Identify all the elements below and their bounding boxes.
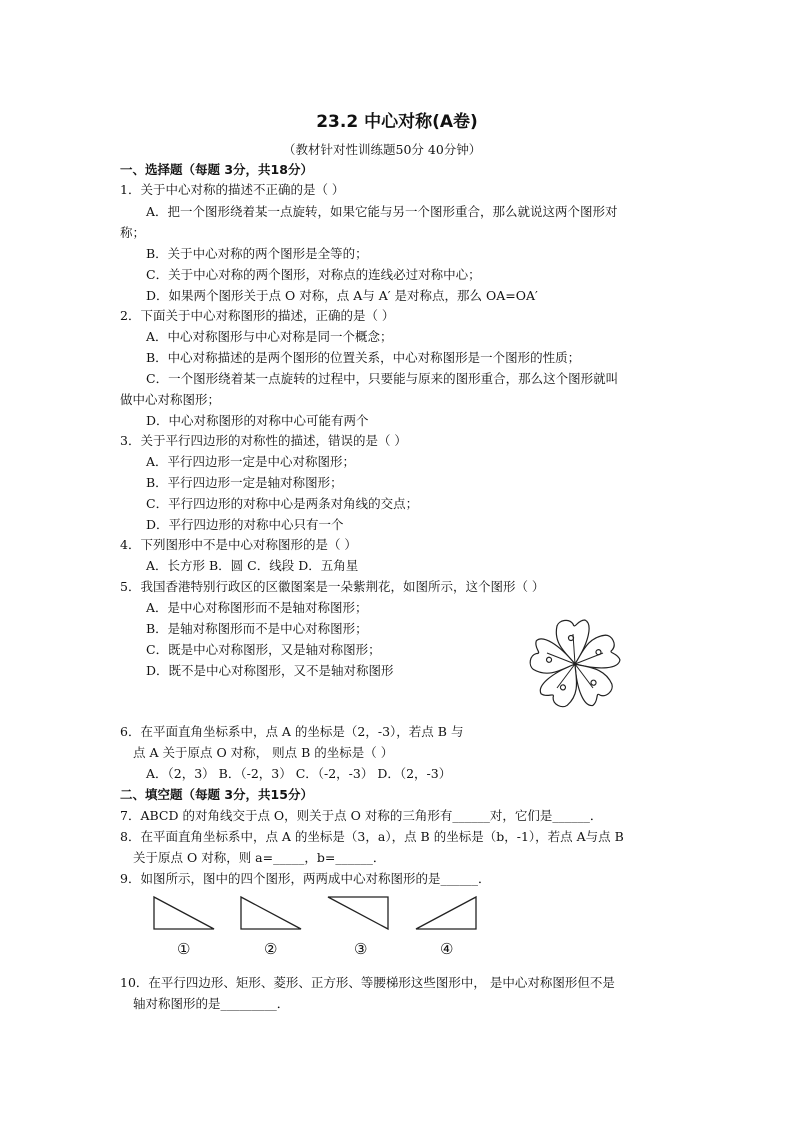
q2-option-b: B．中心对称描述的是两个图形的位置关系，中心对称图形是一个图形的性质； (146, 350, 581, 365)
bauhinia-flower-figure (525, 612, 625, 716)
q2-option-a: A．中心对称图形与中心对称是同一个概念； (146, 329, 393, 344)
q6-options: A．（2，3） B．（-2，3） C．（-2，-3） D．（2，-3） (146, 766, 452, 781)
triangle-label-2: ② (264, 940, 278, 958)
q9: 9．如图所示，图中的四个图形，两两成中心对称图形的是______． (120, 871, 491, 886)
triangle-figure-1 (153, 896, 215, 930)
triangle-figure-2 (240, 896, 302, 930)
triangle-label-1: ① (177, 940, 191, 958)
q6-stem-cont: 点 A 关于原点 O 对称， 则点 B 的坐标是（ ） (133, 745, 394, 760)
q1-option-a-cont: 称； (120, 225, 146, 240)
q1-stem: 1．关于中心对称的描述不正确的是（ ） (120, 182, 345, 197)
q1-option-b: B．关于中心对称的两个图形是全等的； (146, 246, 368, 261)
triangle-label-3: ③ (354, 940, 368, 958)
q10-cont: 轴对称图形的是_________． (133, 996, 290, 1011)
q5-option-d: D．既不是中心对称图形，又不是轴对称图形 (146, 663, 394, 678)
section-heading-fill: 二、填空题（每题 3分，共15分） (120, 787, 313, 802)
q6-stem: 6．在平面直角坐标系中，点 A 的坐标是（2，-3），若点 B 与 (120, 724, 464, 739)
triangle-label-4: ④ (440, 940, 454, 958)
q3-option-b: B．平行四边形一定是轴对称图形； (146, 475, 343, 490)
section-heading-choice: 一、选择题（每题 3分，共18分） (120, 162, 313, 177)
q4-stem: 4．下列图形中不是中心对称图形的是（ ） (120, 537, 357, 552)
q5-option-b: B．是轴对称图形而不是中心对称图形； (146, 621, 368, 636)
q5-option-c: C．既是中心对称图形，又是轴对称图形； (146, 642, 381, 657)
q3-option-d: D．平行四边形的对称中心只有一个 (146, 517, 344, 532)
q2-option-c-cont: 做中心对称图形； (120, 392, 221, 407)
q5-option-a: A．是中心对称图形而不是轴对称图形； (146, 600, 368, 615)
q3-option-c: C．平行四边形的对称中心是两条对角线的交点； (146, 496, 419, 511)
q2-option-d: D．中心对称图形的对称中心可能有两个 (146, 413, 369, 428)
q1-option-a: A．把一个图形绕着某一点旋转，如果它能与另一个图形重合，那么就说这两个图形对 (146, 204, 618, 219)
q3-option-a: A．平行四边形一定是中心对称图形； (146, 454, 356, 469)
q7: 7．ABCD 的对角线交于点 O，则关于点 O 对称的三角形有______对，它们是______． (120, 808, 603, 823)
q4-options: A．长方形 B．圆 C．线段 D．五角星 (146, 558, 359, 573)
q2-stem: 2．下面关于中心对称图形的描述，正确的是（ ） (120, 308, 395, 323)
triangle-figure-4 (415, 896, 477, 930)
q10: 10．在平行四边形、矩形、菱形、正方形、等腰梯形这些图形中， 是中心对称图形但不是 (120, 975, 615, 990)
q8: 8．在平面直角坐标系中，点 A 的坐标是（3，a），点 B 的坐标是（b，-1），若点 A与点 B (120, 829, 624, 844)
q8-cont: 关于原点 O 对称，则 a=_____，b=______． (133, 850, 386, 865)
page-subtitle: （教材针对性训练题50分 40分钟） (283, 142, 482, 157)
q1-option-c: C．关于中心对称的两个图形，对称点的连线必过对称中心； (146, 267, 481, 282)
q2-option-c: C．一个图形绕着某一点旋转的过程中，只要能与原来的图形重合，那么这个图形就叫 (146, 371, 619, 386)
q1-option-d: D．如果两个图形关于点 O 对称，点 A与 A′ 是对称点，那么 OA=OA′ (146, 288, 538, 303)
q3-stem: 3．关于平行四边形的对称性的描述，错误的是（ ） (120, 433, 407, 448)
q5-stem: 5．我国香港特别行政区的区徽图案是一朵紫荆花，如图所示，这个图形（ ） (120, 579, 545, 594)
triangle-figure-3 (327, 896, 389, 930)
page-title: 23.2 中心对称(A卷) (316, 112, 478, 132)
